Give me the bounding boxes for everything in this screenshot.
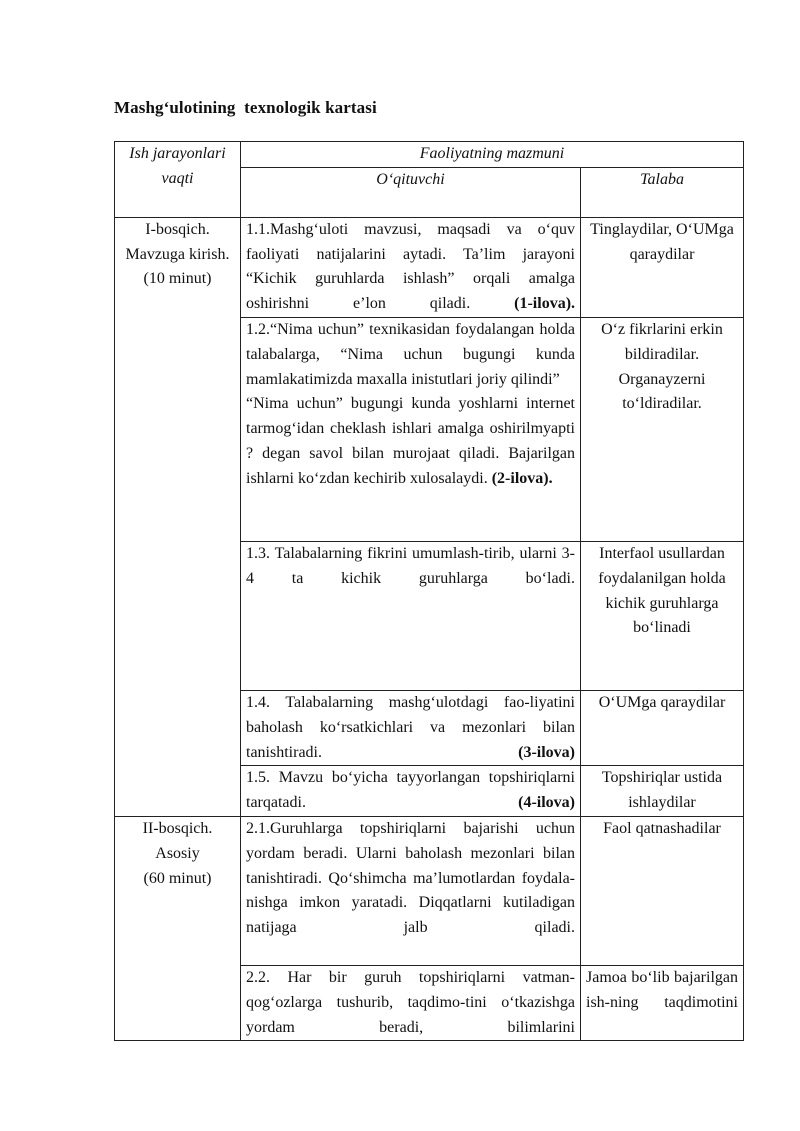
stage-title: Asosiy [155, 844, 200, 862]
stage-name: I-bosqich. [145, 220, 210, 238]
table-row [115, 217, 744, 317]
student-activity: O‘z fikrlarini erkin bildiradilar. Organayzerni to‘ldiradilar. [581, 317, 744, 541]
student-activity: Tinglaydilar, O‘UMga qaraydilar [581, 217, 744, 317]
teacher-activity: 1.3. Talabalarning fikrini umumlash-tirib, ularni 3-4 ta kichik guruhlarga bo‘ladi. [241, 541, 581, 690]
header-content: Faoliyatning mazmuni [241, 142, 744, 168]
stage-title: Mavzuga kirish. [125, 245, 230, 263]
student-activity: Jamoa bo‘lib bajarilgan ish-ning taqdimotini [581, 965, 744, 1040]
student-activity: O‘UMga qaraydilar [581, 690, 744, 765]
teacher-activity: 1.5. Mavzu bo‘yicha tayyorlangan topshiriqlarni tarqatadi. (4-ilova) [241, 766, 581, 817]
teacher-activity: 2.1.Guruhlarga topshiriqlarni bajarishi uchun yordam beradi. Ularni baholash mezonlari bilan tanishtiradi. Qo‘shimcha ma’lumotlardan foydala-nishga imkon yaratadi. Diqqatlarni kutiladigan natijaga jalb qiladi. [241, 816, 581, 965]
stage-duration: (10 minut) [143, 270, 212, 288]
header-time: Ish jarayonlari vaqti [115, 142, 241, 218]
appendix-ref: (1-ilova). [514, 295, 576, 313]
header-teacher: O‘qituvchi [241, 167, 581, 217]
stage-duration: (60 minut) [143, 869, 212, 887]
stage-name: II-bosqich. [142, 819, 213, 837]
header-student: Talaba [581, 167, 744, 217]
student-activity: Interfaol usullardan foydalanilgan holda kichik guruhlarga bo‘linadi [581, 541, 744, 690]
teacher-activity: 1.2.“Nima uchun” texnikasidan foydalangan holda talabalarga, “Nima uchun bugungi kunda mamlakatimizda maxalla inistutlari joriy qilindi” “Nima uchun” bugungi kunda yoshlarni internet tarmog‘idan cheklash ishlari amalga oshirilmyapti ? degan savol bilan murojaat qiladi. Bajarilgan ishlarni ko‘zdan kechirib xulosalaydi. (2-ilova). [241, 317, 581, 541]
appendix-ref: (3-ilova) [518, 743, 575, 761]
student-activity: Faol qatnashadilar [581, 816, 744, 965]
stage-cell [115, 816, 241, 1040]
appendix-ref: (4-ilova) [518, 794, 575, 812]
teacher-activity: 1.4. Talabalarning mashg‘ulotdagi fao-liyatini baholash ko‘rsatkichlari va mezonlari bilan tanishtiradi. (3-ilova) [241, 690, 581, 765]
teacher-activity: 2.2. Har bir guruh topshiriqlarni vatman-qog‘ozlarga tushurib, taqdimo-tini o‘tkazishga yordam beradi, bilimlarini [241, 965, 581, 1040]
appendix-ref: (2-ilova). [491, 469, 553, 487]
teacher-activity: 1.1.Mashg‘uloti mavzusi, maqsadi va o‘quv faoliyati natijalarini aytadi. Ta’lim jarayoni “Kichik guruhlarda ishlash” orqali amalga oshirishni e’lon qiladi. (1-ilova). [241, 217, 581, 317]
stage-cell [115, 217, 241, 816]
table-row [115, 816, 744, 965]
page-title: Mashg‘ulotining texnologik kartasi [114, 98, 377, 117]
student-activity: Topshiriqlar ustida ishlaydilar [581, 766, 744, 817]
technological-map-table [114, 141, 744, 1041]
